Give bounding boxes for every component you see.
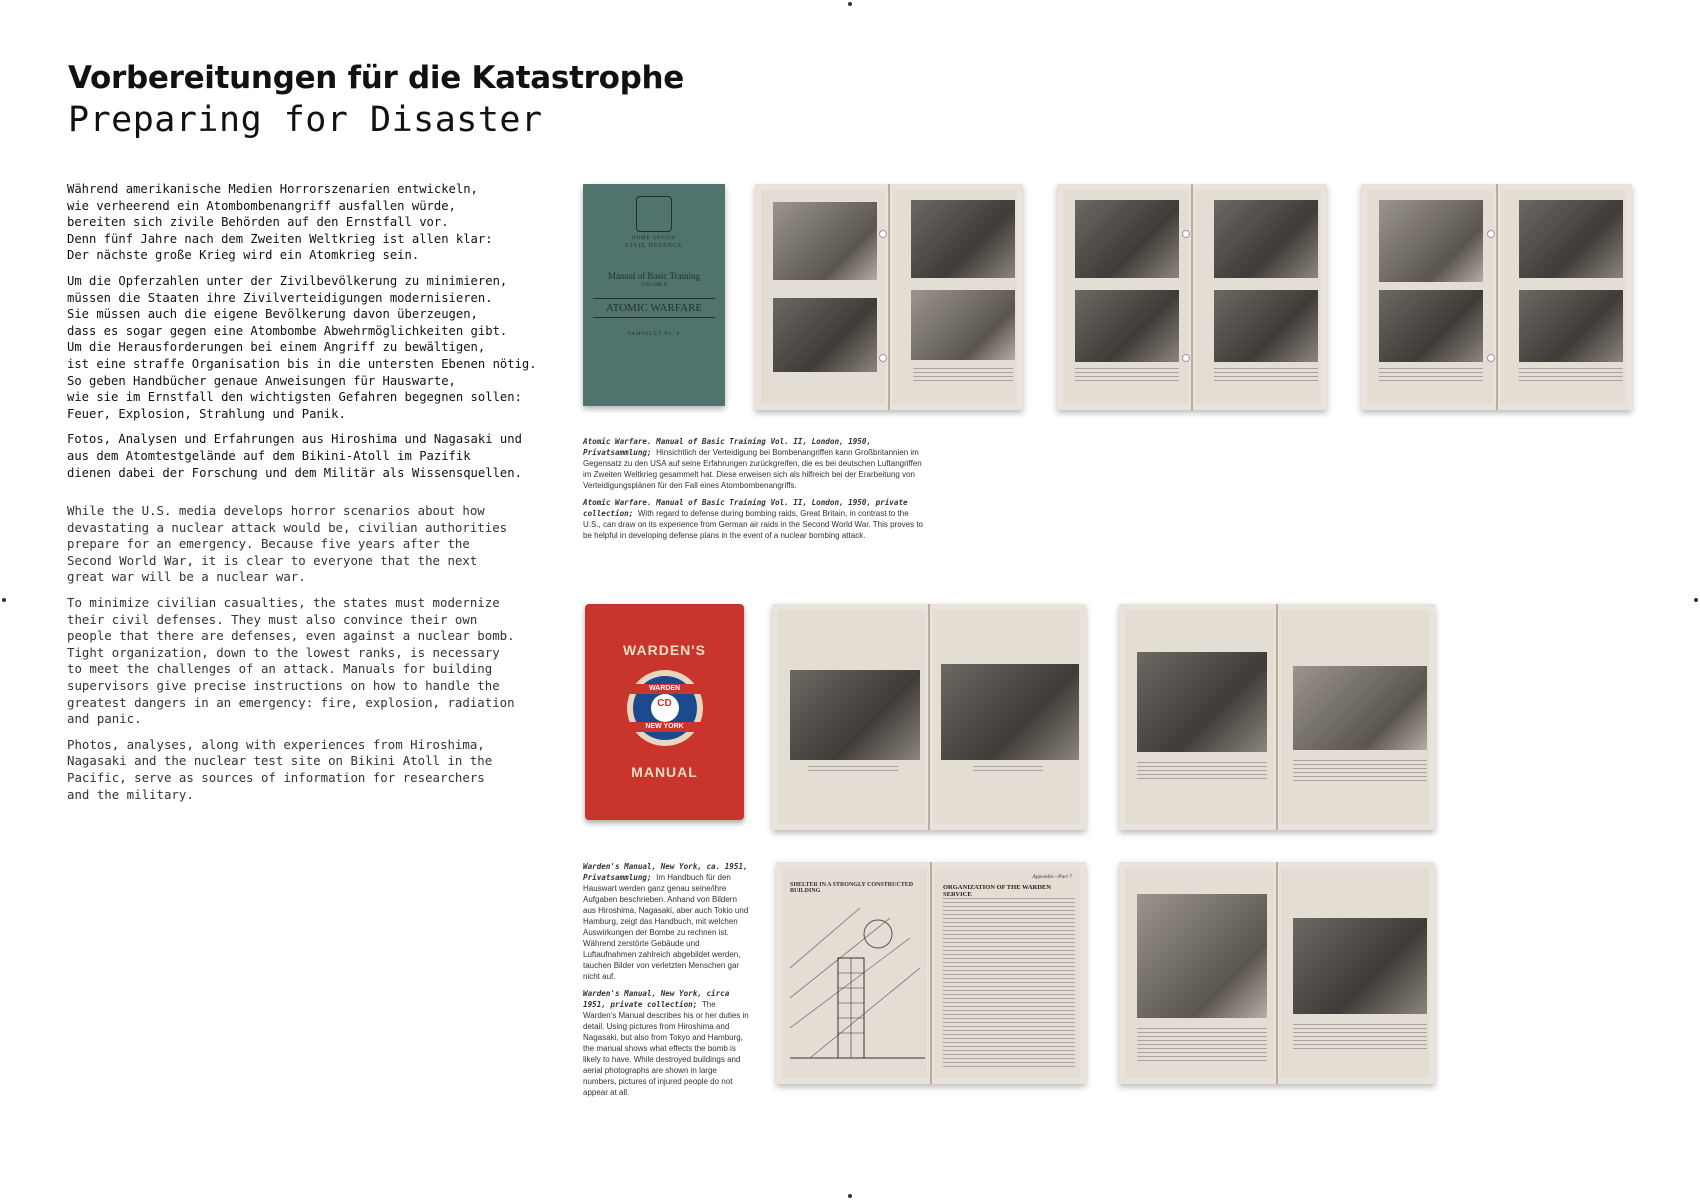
warden-spread-3 <box>776 862 1086 1084</box>
warden-spread-4 <box>1119 862 1435 1084</box>
registration-dot-right <box>1694 598 1698 602</box>
caption-warden-en-title: Warden's Manual, New York, circa 1951, private collection; <box>583 989 730 1009</box>
caption-atomic-en-body: With regard to defense during bombing raids, Great Britain, in contrast to the U.S., can draw on its experience from German air raids in the Second World War. This proves to be helpful in developing defense plans in the event of a nuclear bombing attack. <box>583 509 923 540</box>
shelter-heading: SHELTER IN A STRONGLY CONSTRUCTED BUILDING <box>790 882 914 894</box>
cover-line-atomic-warfare: ATOMIC WARFARE <box>593 298 715 318</box>
atomic-spread-1 <box>755 184 1023 410</box>
cover-line-home-office: HOME OFFICE <box>631 236 677 241</box>
caption-warden-en-body: The Warden's Manual describes his or her duties in detail. Using pictures from Hiroshima and Nagasaki, but also from Tokyo and Hamburg, the manual shows what effects the bomb is likely to have. While destroyed buildings and aerial photographs are shown in large numbers, pictures of injured people do not appear at all. <box>583 1000 749 1097</box>
warden-spread-2 <box>1119 604 1435 830</box>
registration-dot-left <box>2 598 6 602</box>
cover-line-manual: MANUAL <box>631 764 698 780</box>
cover-line-civil-defence: CIVIL DEFENCE <box>625 243 683 249</box>
body-text-de <box>67 181 567 490</box>
atomic-spread-3 <box>1361 184 1632 410</box>
caption-atomic-de-body: Hinsichtlich der Verteidigung bei Bombenangriffen kann Großbritannien im Gegensatz zu den USA auf seine Erfahrungen zurückgreifen, die es bei deutschen Luftangriffen im Zweiten Weltkrieg gesammelt hat. Diese erweisen sich als hilfreich bei der Erarbeitung von Verteidigungsplänen für den Fall eines Atombombenangriffs. <box>583 448 922 490</box>
page-title-de: Vorbereitungen für die Katastrophe <box>68 60 684 96</box>
paragraph-en-1: While the U.S. media develops horror scenarios about how devastating a nuclear attack would be, civilian authorities prepare for an emergency. Because five years after the Second World War, it is clear to everyone that the next great war will be a nuclear war. <box>67 503 508 585</box>
caption-wardens-manual <box>583 861 751 1104</box>
wardens-manual-cover <box>585 604 744 820</box>
caption-atomic-en-title: Atomic Warfare. Manual of Basic Training Vol. II, London, 1950, private collection; <box>583 498 908 518</box>
badge-warden: WARDEN <box>627 684 703 694</box>
paragraph-de-1: Während amerikanische Medien Horrorszenarien entwickeln, wie verheerend ein Atombombenangriff ausfallen würde, bereiten sich zivile Behörden auf den Ernstfall vor. Denn fünf Jahre nach dem Zweiten Weltkrieg ist allen klar: Der nächste große Krieg wird ein Atomkrieg sein. <box>67 182 493 263</box>
cover-line-manual: Manual of Basic Training <box>607 271 701 281</box>
cover-line-volume: VOLUME II <box>641 283 667 288</box>
shelter-diagram <box>790 898 925 1068</box>
cover-line-pamphlet: PAMPHLET No. 6 <box>627 332 681 337</box>
paragraph-en-2: To minimize civilian casualties, the states must modernize their civil defenses. They must also convince their own people that there are defenses, even against a nuclear bomb. Tight organization, down to the lowest ranks, is necessary to meet the challenges of an attack. Manuals for building supervisors give precise instructions on how to handle the greatest dangers in an emergency: fire, explosion, radiation and panic. <box>67 594 515 727</box>
appendix-label: Appendix—Part 7 <box>1032 874 1072 880</box>
registration-dot-top <box>848 2 852 6</box>
caption-warden-de-title: Warden's Manual, New York, ca. 1951, Privatsammlung; <box>583 862 748 882</box>
body-text-en <box>67 503 567 812</box>
warden-spread-1 <box>772 604 1086 830</box>
atomic-spread-2 <box>1057 184 1327 410</box>
warden-service-heading: ORGANIZATION OF THE WARDEN SERVICE <box>943 884 1051 898</box>
caption-atomic-warfare <box>583 436 923 547</box>
atomic-warfare-cover <box>583 184 725 406</box>
paragraph-de-2: Um die Opferzahlen unter der Zivilbevölkerung zu minimieren, müssen die Staaten ihre Zivilverteidigungen modernisieren. Sie müssen auch die eigene Bevölkerung davon überzeugen, dass es sogar gegen eine Atombombe Abwehrmöglichkeiten gibt. Um die Herausforderungen bei einem Angriff zu bewältigen, ist eine straffe Organisation bis in die untersten Ebenen nötig. So geben Handbücher genaue Anweisungen für Hauswarte, wie sie im Ernstfall den wichtigsten Gefahren begegnen sollen: Feuer, Explosion, Strahlung und Panik. <box>67 273 537 421</box>
cover-line-wardens: WARDEN'S <box>623 642 706 658</box>
paragraph-de-3: Fotos, Analysen und Erfahrungen aus Hiroshima und Nagasaki und aus dem Atomtestgelände auf dem Bikini-Atoll im Pazifik dienen dabei der Forschung und dem Militär als Wissensquellen. <box>67 432 522 480</box>
badge-new-york: NEW YORK <box>627 722 703 732</box>
registration-dot-bottom <box>848 1194 852 1198</box>
warden-badge-icon <box>627 670 703 746</box>
caption-atomic-de-title: Atomic Warfare. Manual of Basic Training Vol. II, London, 1950, Privatsammlung; <box>583 437 872 457</box>
crest-icon <box>636 196 672 232</box>
badge-cd: CD <box>657 698 672 709</box>
caption-warden-de-body: Im Handbuch für den Hauswart werden ganz genau seine/ihre Aufgaben beschrieben. Anhand von Bildern aus Hiroshima, Nagasaki, aber auch Tokio und Hamburg, zeigt das Handbuch, mit welchen Auswirkungen der Bombe zu rechnen ist. Während zerstörte Gebäude und Luftaufnahmen zahlreich abgebildet werden, tauchen Bilder von verletzten Menschen gar nicht auf. <box>583 873 749 981</box>
page-title-en: Preparing for Disaster <box>68 100 543 140</box>
paragraph-en-3: Photos, analyses, along with experiences from Hiroshima, Nagasaki and the nuclear test site on Bikini Atoll in the Pacific, serve as sources of information for researchers and the military. <box>67 736 493 802</box>
